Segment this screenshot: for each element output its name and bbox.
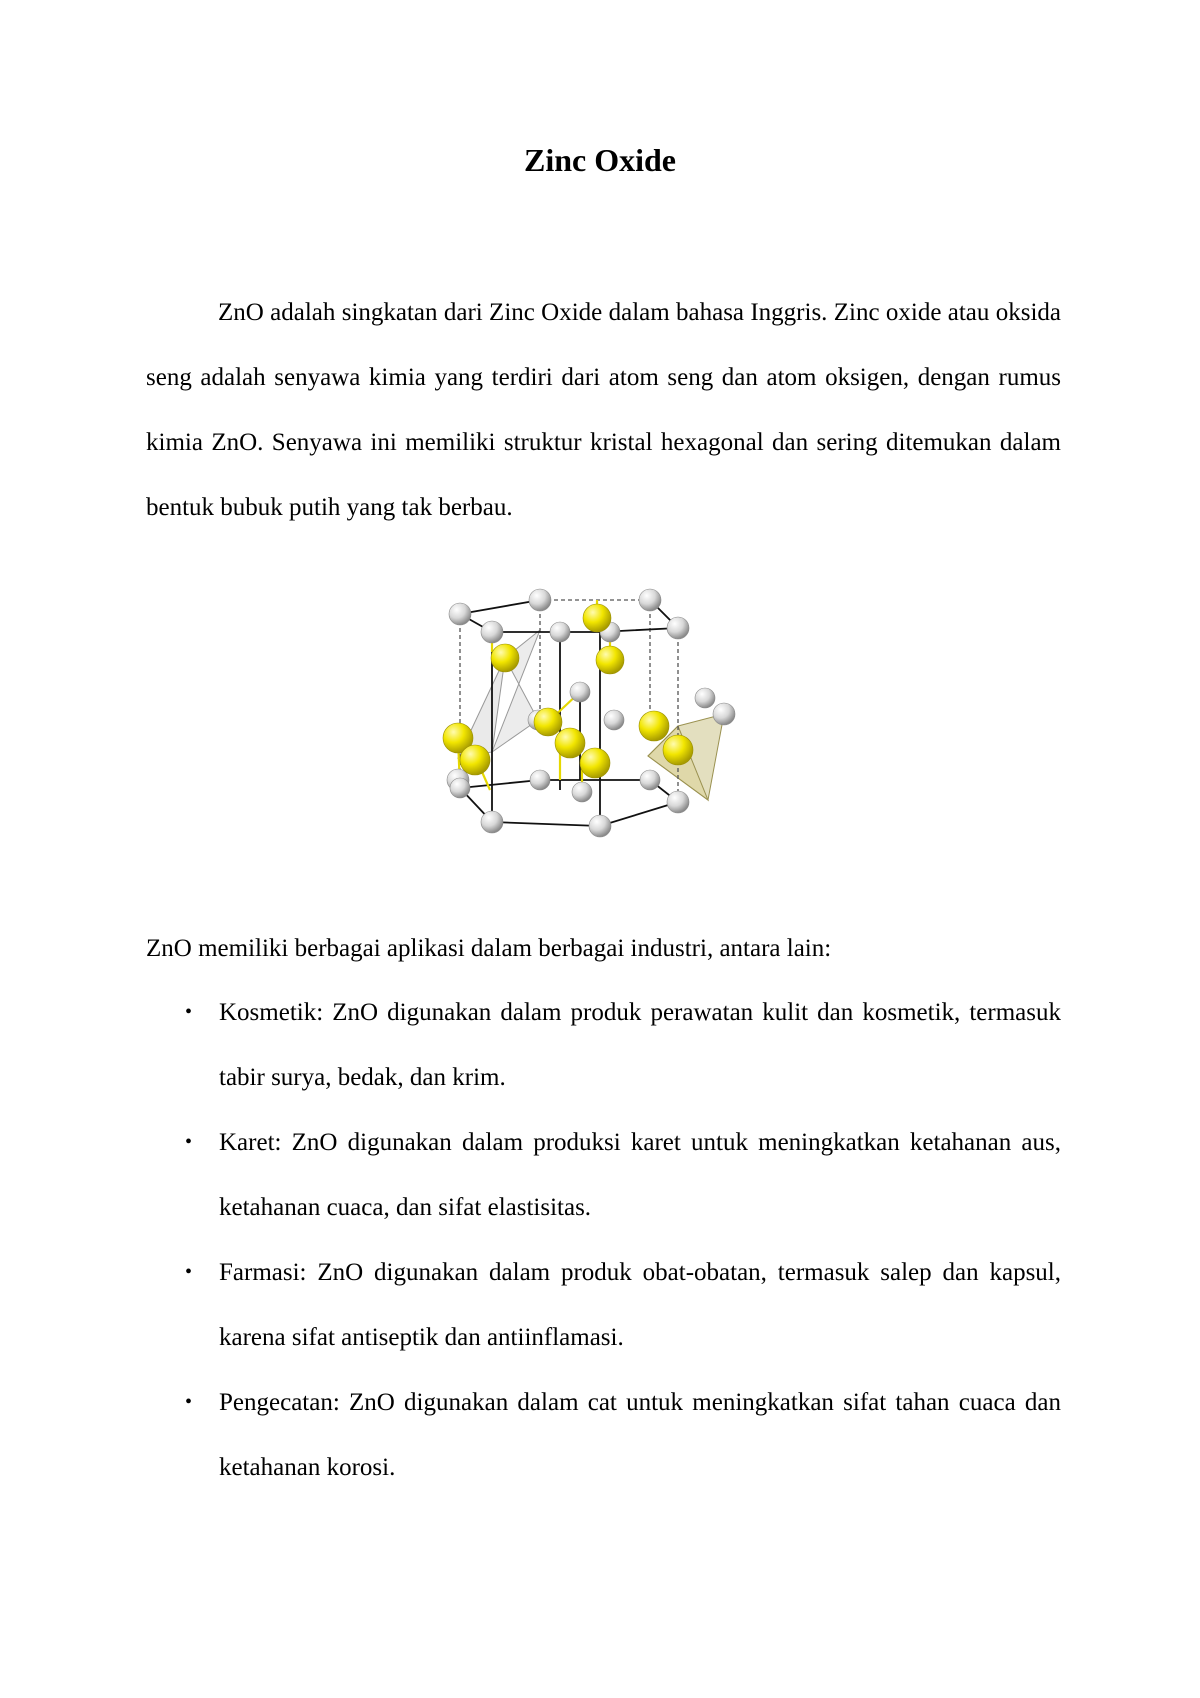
list-item	[146, 980, 1061, 1110]
page-title: Zinc Oxide	[523, 142, 676, 178]
list-item-text: Farmasi: ZnO digunakan dalam produk obat-obatan, termasuk salep dan kapsul, karena sifat antiseptik dan antiinflamasi.	[219, 1259, 1061, 1351]
list-item	[146, 1240, 1061, 1370]
list-item	[146, 1370, 1061, 1500]
bullet-icon: •	[185, 1261, 193, 1283]
bullet-icon: •	[185, 1391, 193, 1413]
list-item-text: Karet: ZnO digunakan dalam produksi karet untuk meningkatkan ketahanan aus, ketahanan cuaca, dan sifat elastisitas.	[219, 1129, 1061, 1221]
list-item	[146, 1110, 1061, 1240]
applications-intro: ZnO memiliki berbagai aplikasi dalam berbagai industri, antara lain:	[146, 935, 832, 962]
bullet-icon: •	[185, 1131, 193, 1153]
list-item-text: Pengecatan: ZnO digunakan dalam cat untuk meningkatkan sifat tahan cuaca dan ketahanan korosi.	[219, 1389, 1061, 1481]
intro-paragraph: ZnO adalah singkatan dari Zinc Oxide dalam bahasa Inggris. Zinc oxide atau oksida seng adalah senyawa kimia yang terdiri dari atom seng dan atom oksigen, dengan rumus kimia ZnO. Senyawa ini memiliki struktur kristal hexagonal dan sering ditemukan dalam bentuk bubuk putih yang tak berbau.	[146, 299, 1061, 521]
applications-list	[146, 980, 1061, 1500]
crystal-structure-figure	[430, 580, 780, 870]
wurtzite-structure-image	[430, 580, 780, 870]
list-item-text: Kosmetik: ZnO digunakan dalam produk perawatan kulit dan kosmetik, termasuk tabir surya, bedak, dan krim.	[219, 999, 1061, 1091]
bullet-icon: •	[185, 1001, 193, 1023]
